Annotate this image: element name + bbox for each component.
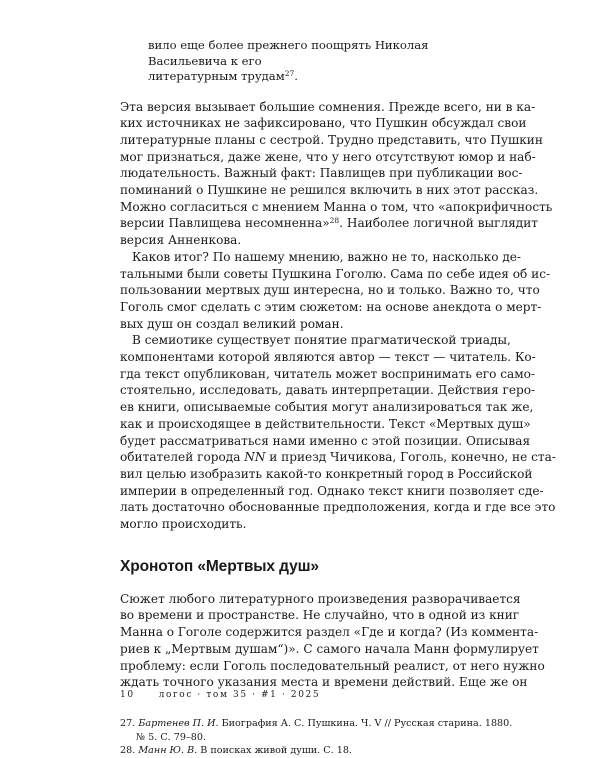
block-quote	[148, 38, 482, 85]
text-line: Эта версия вызывает большие сомнения. Прежде всего, ни в ка-	[120, 99, 536, 114]
page-body	[120, 38, 556, 758]
text-line: Можно согласиться с мнением Манна о том, что «апокрифичность	[120, 199, 553, 214]
text-line: Гоголь смог сделать с этим сюжетом: на основе анекдота о мерт-	[120, 299, 542, 314]
footnote-line: 27. Бартенев П. И. Биография А. С. Пушкина. Ч. V // Русская старина. 1880.	[120, 718, 513, 729]
paragraph	[120, 591, 545, 691]
text-line: вило еще более прежнего поощрять Николая Васильевича к его	[148, 38, 429, 68]
text-line: пользовании мертвых душ интересна, но и только. Важно то, что	[120, 283, 540, 298]
text-line: риев к „Мертвым душам“)». С самого начала Манн формулирует	[120, 641, 539, 656]
footnote	[120, 717, 513, 744]
text-line: ждать точного указания места и времени действий. Еще же он	[120, 675, 528, 690]
text-line: мог признаться, даже жене, что у него отсутствуют юмор и наб-	[120, 149, 536, 164]
paragraph	[120, 332, 556, 532]
text-line: лать достаточно обоснованные предположения, когда и где все это	[120, 500, 556, 515]
text-line: литературные планы с сестрой. Трудно представить, что Пушкин	[120, 132, 543, 147]
text-line: литературным трудам$^{27}$.	[148, 69, 298, 83]
text-line: стоятельно, исследовать, давать интерпретации. Действия геро-	[120, 383, 536, 398]
page-number: 10	[120, 690, 135, 700]
text-line: обитателей города NN и приезд Чичикова, Гоголь, конечно, не ста-	[120, 450, 556, 465]
text-line: Каков итог? По нашему мнению, важно не то, насколько де-	[132, 249, 522, 264]
text-line: как и происходящее в действительности. Текст «Мертвых душ»	[120, 416, 531, 431]
text-line: версии Павлищева несомненна»$^{28}$. Наиболее логичной выглядит	[120, 216, 538, 231]
text-line: версия Анненкова.	[120, 233, 242, 248]
journal-info: логос · том 35 · #1 · 2025	[158, 690, 321, 700]
text-line: ких источниках не зафиксировано, что Пушкин обсуждал свои	[120, 116, 527, 131]
text-line: империи в определенный год. Однако текст книги позволяет сде-	[120, 483, 544, 498]
section-heading: Хронотоп «Мертвых душ»	[120, 557, 319, 575]
text-line: вых душ он создал великий роман.	[120, 316, 344, 331]
text-line: проблему: если Гоголь последовательный реалист, от него нужно	[120, 658, 545, 673]
text-line: тальными были советы Пушкина Гоголю. Сама по себе идея об ис-	[120, 266, 551, 281]
footnotes	[120, 717, 513, 758]
text-line: ев книги, описываемые события могут анализироваться так же,	[120, 400, 534, 415]
footnote-author: Бартенев П. И.	[138, 718, 219, 729]
page-footer	[120, 690, 320, 700]
paragraph	[120, 249, 551, 333]
footnote-ref[interactable]: 27	[284, 69, 295, 78]
footnote-author: Манн Ю. В.	[138, 745, 198, 757]
text-line: гда текст опубликован, читатель может воспринимать его само-	[120, 366, 536, 381]
text-line: во времени и пространстве. Не случайно, что в одной из книг	[120, 608, 520, 623]
text-line: Манна о Гоголе содержится раздел «Где и когда? (Из коммента-	[120, 625, 539, 640]
footnote	[120, 744, 482, 758]
text-line: вил целью изобразить какой-то конкретный город в Российской	[120, 466, 533, 481]
text-line: Сюжет любого литературного произведения разворачивается	[120, 591, 521, 606]
text-line: В семиотике существует понятие прагматической триады,	[132, 333, 511, 348]
footnote-line: № 5. С. 79–80.	[136, 731, 207, 743]
text-line: компонентами которой являются автор — текст — читатель. Ко-	[120, 350, 536, 365]
footnote-line: 28. Манн Ю. В. В поисках живой души. С. 18.	[120, 745, 352, 757]
footnote-ref[interactable]: 28	[329, 216, 340, 226]
text-line: поминаний о Пушкине не решился включить в них этот рассказ.	[120, 183, 539, 198]
text-line: будет рассматриваться нами именно с этой позиции. Описывая	[120, 433, 531, 448]
text-line: людательность. Важный факт: Павлищев при публикации вос-	[120, 166, 523, 181]
text-line: могло происходить.	[120, 517, 247, 532]
paragraph	[120, 99, 553, 249]
